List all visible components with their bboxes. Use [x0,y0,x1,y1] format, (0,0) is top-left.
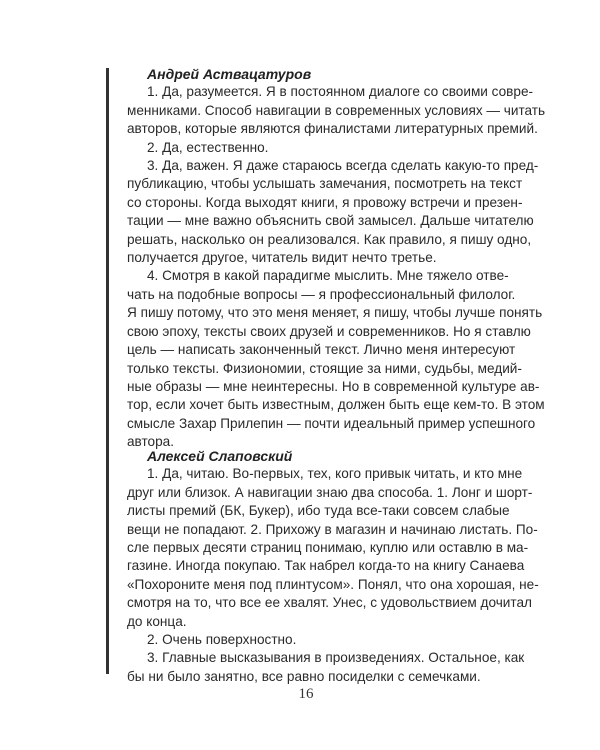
text-line: менниками. Способ навигации в современных условиях — читать [127,102,546,118]
text-line: Я пишу потому, что это меня меняет, я пишу, чтобы лучше понять [127,305,543,321]
paragraph [127,649,525,686]
text-line: автора. [127,434,175,450]
text-line: тор, если хочет быть известным, должен быть еще кем-то. В этом [127,397,545,413]
paragraph [127,157,539,267]
text-line: 1. Да, читаю. Во-первых, тех, кого привык читать, и кто мне [147,466,523,482]
answer-section-astvatsaturov [127,65,546,452]
text-line: сле первых десяти страниц понимаю, куплю или оставлю в ма- [127,540,529,556]
paragraph [127,139,507,157]
text-line: 2. Очень поверхностно. [147,632,297,648]
text-line: 3. Главные высказывания в произведениях. Остальное, как [147,650,525,666]
text-line: чать на подобные вопросы — я профессиональный филолог. [127,286,516,302]
paragraph [127,83,546,138]
text-line: 3. Да, важен. Я даже стараюсь всегда сделать какую-то пред- [147,158,539,174]
text-line: авторов, которые являются финалистами литературных премий. [127,121,538,137]
text-line: до конца. [127,613,187,629]
text-line: публикацию, чтобы услышать замечания, посмотреть на текст [127,176,523,192]
text-line: смысле Захар Прилепин — почти идеальный пример успешного [127,415,536,431]
page-number: 16 [298,686,314,702]
text-line: «Похороните меня под плинтусом». Понял, что она хорошая, не- [127,576,539,592]
paragraph [127,631,507,649]
answer-section-slapovsky [127,447,539,686]
paragraph [127,465,539,631]
text-line: друг или близок. А навигации знаю два способа. 1. Лонг и шорт- [127,484,533,500]
text-line: со стороны. Когда выходят книги, я провожу встречи и презен- [127,194,523,210]
paragraph [127,267,545,451]
text-line: решать, насколько он реализовался. Как правило, я пишу одно, [127,231,532,247]
text-line: 1. Да, разумеется. Я в постоянном диалоге со своими совре- [147,84,534,100]
text-line: только тексты. Физиономии, стоящие за ними, судьбы, медий- [127,360,522,376]
text-line: 4. Смотря в какой парадигме мыслить. Мне тяжело отве- [147,268,509,284]
text-line: вещи не попадают. 2. Прихожу в магазин и начинаю листать. По- [127,521,538,537]
text-line: ные образы — мне неинтересны. Но в современной культуре ав- [127,378,540,394]
author-name: Андрей Аствацатуров [147,66,312,82]
margin-rule [106,68,109,674]
text-line: получается другое, читатель видит нечто третье. [127,250,437,266]
text-line: газине. Иногда покупаю. Так набрел когда-то на книгу Санаева [127,558,525,574]
author-name: Алексей Слаповский [147,448,293,464]
text-line: смотря на то, что все ее хвалят. Унес, с удовольствием дочитал [127,595,532,611]
text-line: свою эпоху, тексты своих друзей и современников. Но я ставлю [127,323,531,339]
text-line: бы ни было занятно, все равно посиделки с семечками. [127,668,481,684]
text-line: цель — написать законченный текст. Лично меня интересуют [127,342,516,358]
text-line: тации — мне важно объяснить свой замысел. Дальше читателю [127,213,534,229]
text-line: листы премий (БК, Букер), ибо туда все-таки совсем слабые [127,503,510,519]
text-line: 2. Да, естественно. [147,139,269,155]
